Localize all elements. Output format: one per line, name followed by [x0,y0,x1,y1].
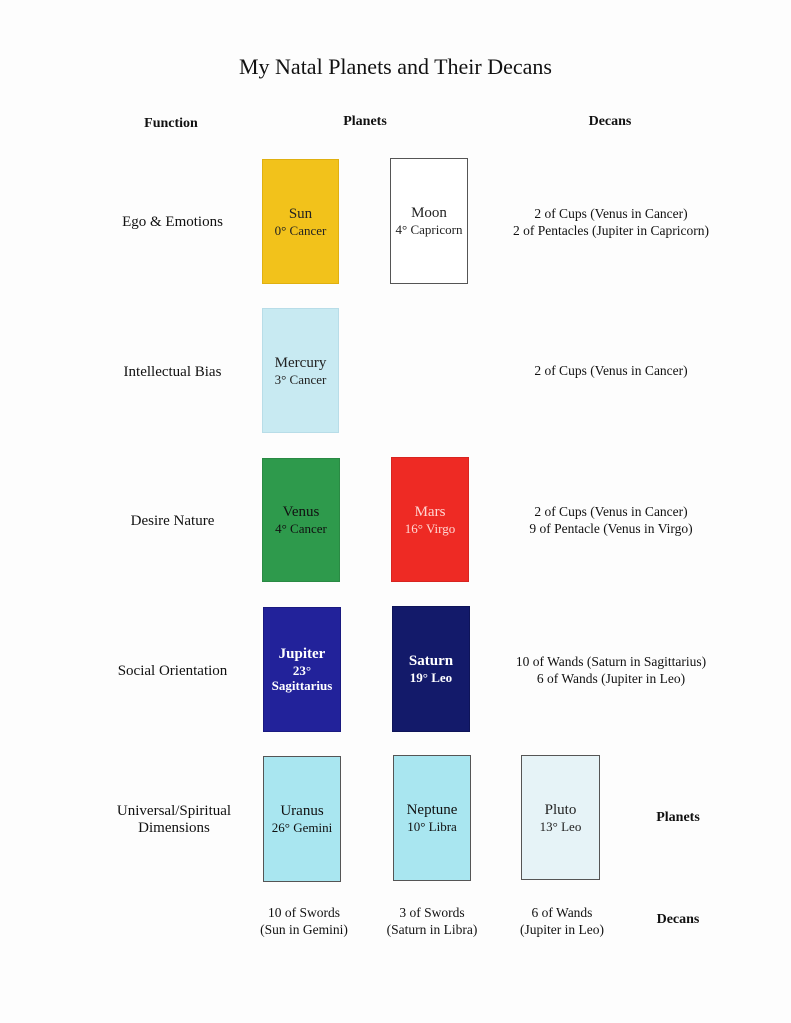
header-function: Function [144,116,198,131]
decan-ruler: (Jupiter in Leo) [520,922,604,937]
planet-degree: 3° Cancer [274,371,327,387]
decan-line: 2 of Pentacles (Jupiter in Capricorn) [512,223,710,238]
planet-degree: 16° Virgo [404,520,456,536]
planet-name: Mars [414,503,446,520]
decan-line: 2 of Cups (Venus in Cancer) [534,206,688,221]
function-label: Social Orientation [117,663,228,679]
decans-text [498,653,724,687]
planet-degree: 23° [292,663,312,678]
planet-name: Jupiter [278,646,326,662]
side-label-planets: Planets [656,810,700,825]
planet-degree: 13° Leo [539,818,582,834]
planet-degree: 26° Gemini [271,820,333,835]
decan-line: 9 of Pentacle (Venus in Virgo) [529,521,693,536]
decan-line: 10 of Wands (Saturn in Sagittarius) [515,654,707,669]
planet-card-neptune [393,755,471,881]
planet-degree: 4° Cancer [275,521,327,536]
decans-text [500,503,722,537]
function-line: Universal/Spiritual [116,803,232,819]
planet-degree-sign: Sagittarius [271,678,333,693]
planet-degree: 4° Capricorn [395,222,463,237]
planet-card-jupiter [263,607,341,732]
decan-ruler: (Sun in Gemini) [260,922,348,937]
header-planets: Planets [343,114,387,129]
decans-text [500,362,722,379]
function-label: Desire Nature [130,513,215,529]
planet-card-pluto [521,755,600,880]
planet-card-venus [262,458,340,582]
bottom-decan-uranus [244,904,364,938]
planet-card-saturn [392,606,470,732]
planet-degree: 19° Leo [409,670,453,685]
planet-card-sun [262,159,339,284]
planet-degree: 0° Cancer [274,222,327,238]
planet-name: Sun [288,205,313,222]
function-line: Dimensions [138,820,210,836]
planet-card-mars [391,457,469,582]
planet-card-moon [390,158,468,284]
header-decans: Decans [588,114,632,129]
planet-card-mercury [262,308,339,433]
planet-name: Uranus [280,803,324,819]
decan-card: 10 of Swords [267,905,340,920]
page-title: My Natal Planets and Their Decans [238,54,552,79]
decan-ruler: (Saturn in Libra) [386,922,478,937]
planet-name: Moon [411,205,447,221]
function-label [100,803,248,837]
planet-name: Saturn [408,653,454,669]
planet-name: Mercury [274,354,327,371]
decan-line: 2 of Cups (Venus in Cancer) [534,363,688,378]
bottom-decan-neptune [372,904,492,938]
decans-text [500,205,722,239]
decan-card: 6 of Wands [531,905,593,920]
function-label: Ego & Emotions [122,214,223,230]
bottom-decan-pluto [502,904,622,938]
function-label: Intellectual Bias [123,364,222,380]
decan-line: 6 of Wands (Jupiter in Leo) [536,671,686,686]
bottom-label-decans: Decans [656,912,700,927]
planet-card-uranus [263,756,341,882]
decan-line: 2 of Cups (Venus in Cancer) [534,504,688,519]
planet-name: Neptune [406,802,458,818]
decan-card: 3 of Swords [399,905,465,920]
planet-name: Pluto [544,801,577,818]
planet-name: Venus [282,504,320,520]
planet-degree: 10° Libra [407,819,457,834]
